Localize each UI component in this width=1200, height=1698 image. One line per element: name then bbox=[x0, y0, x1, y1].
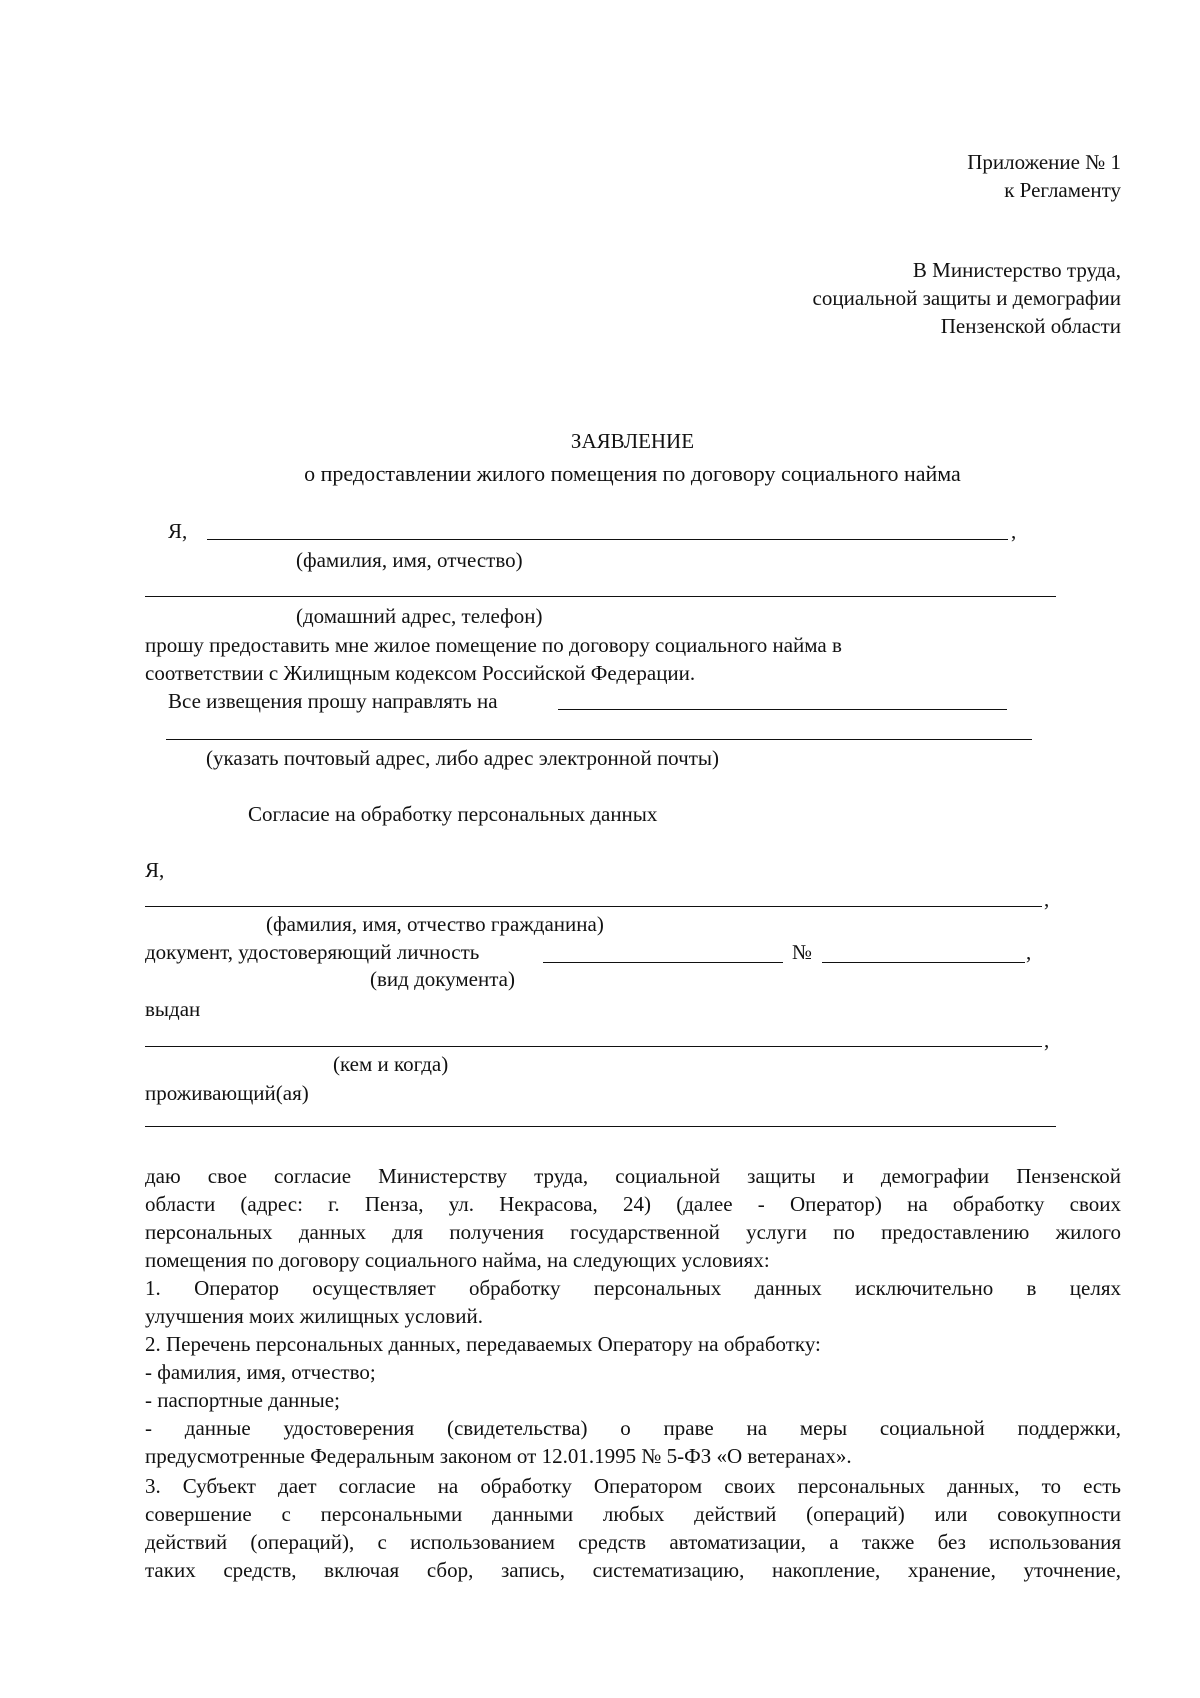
consent-body-line: совершение с персональными данными любых действий (операций) или совокупности bbox=[145, 1502, 1121, 1526]
applicant-fio-field[interactable] bbox=[207, 539, 1008, 540]
issued-by-field[interactable] bbox=[145, 1046, 1042, 1047]
addressee-line-3: Пензенской области bbox=[940, 314, 1121, 338]
notice-address-field[interactable] bbox=[558, 709, 1007, 710]
applicant-pronoun: Я, bbox=[168, 519, 188, 543]
consent-body-line: - фамилия, имя, отчество; bbox=[145, 1360, 376, 1384]
document-subtitle: о предоставлении жилого помещения по договору социального найма bbox=[304, 461, 961, 486]
addressee-line-2: социальной защиты и демографии bbox=[812, 286, 1121, 310]
citizen-fio-field[interactable] bbox=[145, 906, 1042, 907]
consent-body-line: 3. Субъект дает согласие на обработку Оператором своих персональных данных, то есть bbox=[145, 1474, 1121, 1498]
comma: , bbox=[1011, 519, 1017, 543]
consent-body-line: 1. Оператор осуществляет обработку персональных данных исключительно в целях bbox=[145, 1276, 1121, 1300]
consent-body-line: предусмотренные Федеральным законом от 12.01.1995 № 5-ФЗ «О ветеранах». bbox=[145, 1444, 852, 1468]
request-text-line-1: прошу предоставить мне жилое помещение по договору социального найма в bbox=[145, 633, 842, 657]
request-text-line-2: соответствии с Жилищным кодексом Российской Федерации. bbox=[145, 661, 696, 685]
document-type-caption: (вид документа) bbox=[370, 967, 515, 991]
consent-pronoun: Я, bbox=[145, 858, 165, 882]
consent-body-line: таких средств, включая сбор, запись, систематизацию, накопление, хранение, уточнение, bbox=[145, 1558, 1121, 1582]
document-title: ЗАЯВЛЕНИЕ bbox=[570, 429, 695, 453]
consent-body-line: - паспортные данные; bbox=[145, 1388, 340, 1412]
addressee-line-1: В Министерство труда, bbox=[912, 258, 1121, 282]
consent-body-line: 2. Перечень персональных данных, передаваемых Оператору на обработку: bbox=[145, 1332, 821, 1356]
comma: , bbox=[1044, 1028, 1050, 1052]
notice-caption: (указать почтовый адрес, либо адрес электронной почты) bbox=[206, 746, 719, 770]
residence-address-field[interactable] bbox=[145, 1126, 1056, 1127]
citizen-fio-caption: (фамилия, имя, отчество гражданина) bbox=[266, 912, 604, 936]
appendix-number: Приложение № 1 bbox=[967, 150, 1121, 174]
home-address-field[interactable] bbox=[145, 596, 1056, 597]
address-caption: (домашний адрес, телефон) bbox=[296, 604, 543, 628]
appendix-regulation: к Регламенту bbox=[1004, 178, 1121, 202]
notice-address-field-2[interactable] bbox=[166, 739, 1032, 740]
consent-body-line: улучшения моих жилищных условий. bbox=[145, 1304, 483, 1328]
fio-caption: (фамилия, имя, отчество) bbox=[296, 548, 523, 572]
consent-body-line: области (адрес: г. Пенза, ул. Некрасова, 24) (далее - Оператор) на обработку своих bbox=[145, 1192, 1121, 1216]
consent-heading: Согласие на обработку персональных данных bbox=[248, 802, 658, 826]
issued-caption: (кем и когда) bbox=[333, 1052, 449, 1076]
issued-label: выдан bbox=[145, 997, 201, 1021]
document-number-field[interactable] bbox=[822, 962, 1025, 963]
comma: , bbox=[1044, 887, 1050, 911]
consent-body-line: помещения по договору социального найма, на следующих условиях: bbox=[145, 1248, 770, 1272]
consent-body-line: - данные удостоверения (свидетельства) о праве на меры социальной поддержки, bbox=[145, 1416, 1121, 1440]
residing-label: проживающий(ая) bbox=[145, 1081, 309, 1105]
consent-body-line: персональных данных для получения государственной услуги по предоставлению жилого bbox=[145, 1220, 1121, 1244]
notice-label: Все извещения прошу направлять на bbox=[168, 689, 498, 713]
id-document-label: документ, удостоверяющий личность bbox=[145, 940, 480, 964]
document-type-field[interactable] bbox=[543, 962, 783, 963]
comma: , bbox=[1026, 940, 1032, 964]
number-sign: № bbox=[792, 940, 813, 964]
consent-body-line: даю свое согласие Министерству труда, социальной защиты и демографии Пензенской bbox=[145, 1164, 1121, 1188]
consent-body-line: действий (операций), с использованием средств автоматизации, а также без использования bbox=[145, 1530, 1121, 1554]
